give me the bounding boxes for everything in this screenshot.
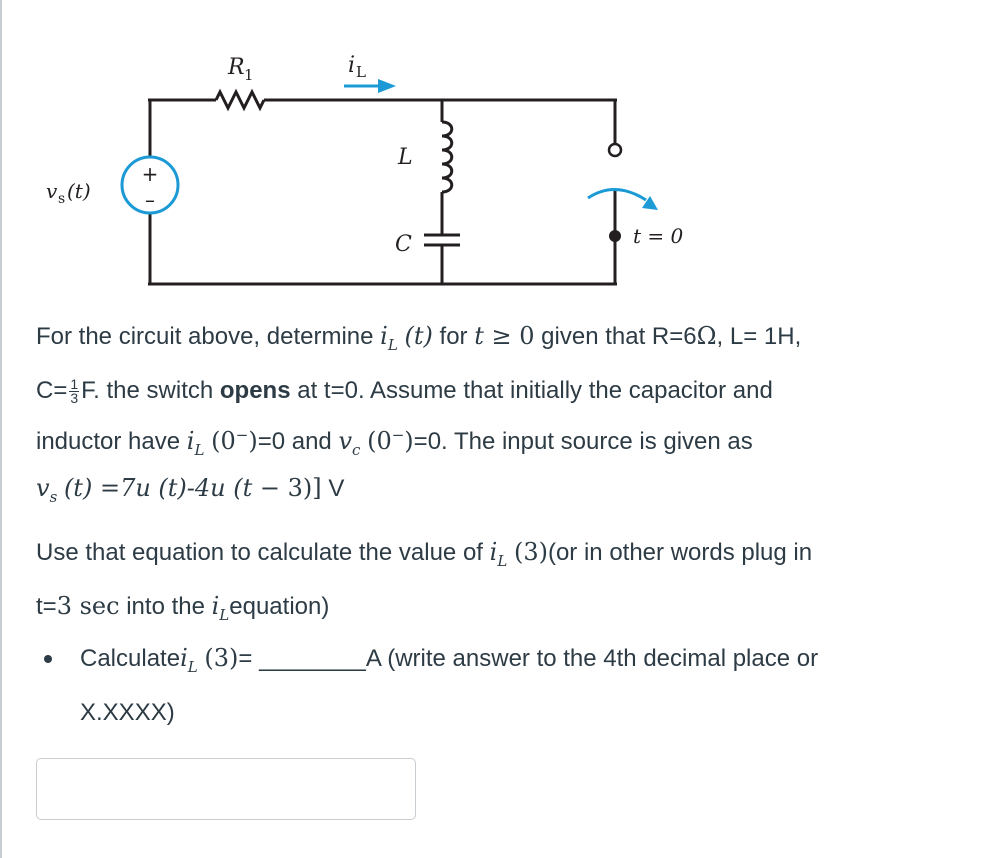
ohm-symbol: Ω: [696, 322, 717, 350]
fraction-denominator: 3: [70, 389, 79, 406]
eq-t-open: (t: [225, 474, 253, 502]
bullet-calculate: [80, 636, 960, 735]
zero-minus-open: (0: [211, 426, 236, 455]
inductor-label: L: [398, 145, 413, 170]
zero-minus-close: ): [248, 426, 258, 455]
eq-equals: =: [92, 474, 121, 502]
il-symbol-2: i: [186, 426, 195, 455]
p1-text-d: , L= 1H,: [716, 323, 802, 350]
problem-statement: [36, 314, 966, 473]
vs-symbol-sub: s: [49, 487, 58, 506]
p1-text-e: C=: [36, 376, 68, 404]
three-sec: 3 sec: [56, 591, 120, 620]
p1-text-a: For the circuit above, determine: [36, 323, 381, 350]
eq-t-arg-2: (t): [150, 474, 187, 502]
zero-minus-sup-2: −: [391, 425, 405, 444]
il-symbol-3: i: [489, 538, 498, 566]
inductor-coil: [442, 122, 452, 192]
zero-minus-open-2: (0: [367, 426, 392, 455]
answer-input[interactable]: [36, 758, 416, 820]
p3-text-f: equation): [229, 592, 330, 620]
il-label: i: [348, 53, 356, 78]
il-symbol-2-sub: L: [194, 440, 205, 459]
vs-label-sub: s: [58, 191, 66, 207]
p3-text-e: into the: [119, 592, 212, 620]
ge-zero: ≥ 0: [483, 322, 535, 350]
il-symbol-5-sub: L: [187, 657, 198, 676]
il-arrow-head: [378, 79, 396, 93]
page-left-border: [0, 0, 2, 858]
instruction-text: [36, 530, 966, 638]
source-minus-sign: –: [145, 188, 155, 212]
il-symbol-4: i: [211, 591, 220, 620]
vs-label-arg: (t): [67, 179, 91, 203]
switch-time-label: t = 0: [633, 224, 684, 248]
il-symbol-5: i: [180, 644, 188, 672]
vs-symbol: v: [36, 474, 50, 502]
t-symbol: t: [474, 322, 484, 350]
p1-text-i: =0 and: [257, 427, 339, 455]
il-label-sub: L: [356, 63, 366, 81]
capacitor-label: C: [395, 232, 412, 257]
source-equation: [36, 466, 966, 520]
switch-motion-arrow: [588, 189, 646, 200]
p1-text-c: given that R=6: [534, 323, 697, 350]
r1-label: R: [228, 55, 245, 80]
p3-text-b: (or in other words plug in: [547, 539, 813, 566]
switch-pivot: [609, 230, 621, 242]
vc-symbol: v: [338, 426, 352, 455]
three-arg: (3): [513, 538, 548, 566]
p1-text-b: for: [439, 323, 475, 350]
il-symbol: i: [380, 322, 388, 350]
zero-minus-sup: −: [235, 425, 249, 444]
bullet-dot: [44, 655, 52, 663]
p3-text-a: Use that equation to calculate the value of: [36, 539, 490, 566]
p1-text-g: at t=0. Assume that initially the capacitor and: [290, 376, 773, 404]
p1-text-f: F. the switch: [81, 376, 220, 404]
three-arg-2: (3): [204, 644, 239, 672]
p4-text-b: = ________A (write answer to the 4th decimal place or: [238, 645, 819, 672]
fraction-one-third: [69, 375, 79, 406]
il-symbol-sub: L: [387, 335, 398, 354]
source-plus-sign: +: [141, 162, 159, 186]
p4-text-a: Calculate: [80, 645, 181, 672]
fraction-numerator: 1: [70, 375, 79, 392]
vc-symbol-sub: c: [352, 440, 361, 459]
eq-unit: V: [321, 475, 345, 502]
il-symbol-3-sub: L: [497, 551, 508, 570]
p4-text-c: X.XXXX): [80, 698, 175, 726]
p1-text-h: inductor have: [36, 427, 187, 455]
opens-bold: opens: [219, 376, 291, 404]
eq-minus-4u: -4u: [186, 474, 226, 502]
switch-open-terminal: [609, 144, 621, 156]
t-arg: (t): [404, 322, 433, 350]
eq-minus-3: − 3)]: [252, 474, 322, 502]
resistor-r1: [216, 92, 264, 108]
p3-text-c: t=: [36, 592, 57, 620]
r1-label-sub: 1: [244, 66, 254, 84]
p1-text-j: =0. The input source is given as: [413, 427, 753, 455]
eq-t-arg: (t): [63, 474, 93, 502]
circuit-diagram: [40, 40, 740, 290]
zero-minus-close-2: ): [404, 426, 414, 455]
il-symbol-4-sub: L: [219, 605, 230, 624]
vs-label: v: [46, 179, 58, 203]
eq-7u: 7u: [120, 474, 151, 502]
